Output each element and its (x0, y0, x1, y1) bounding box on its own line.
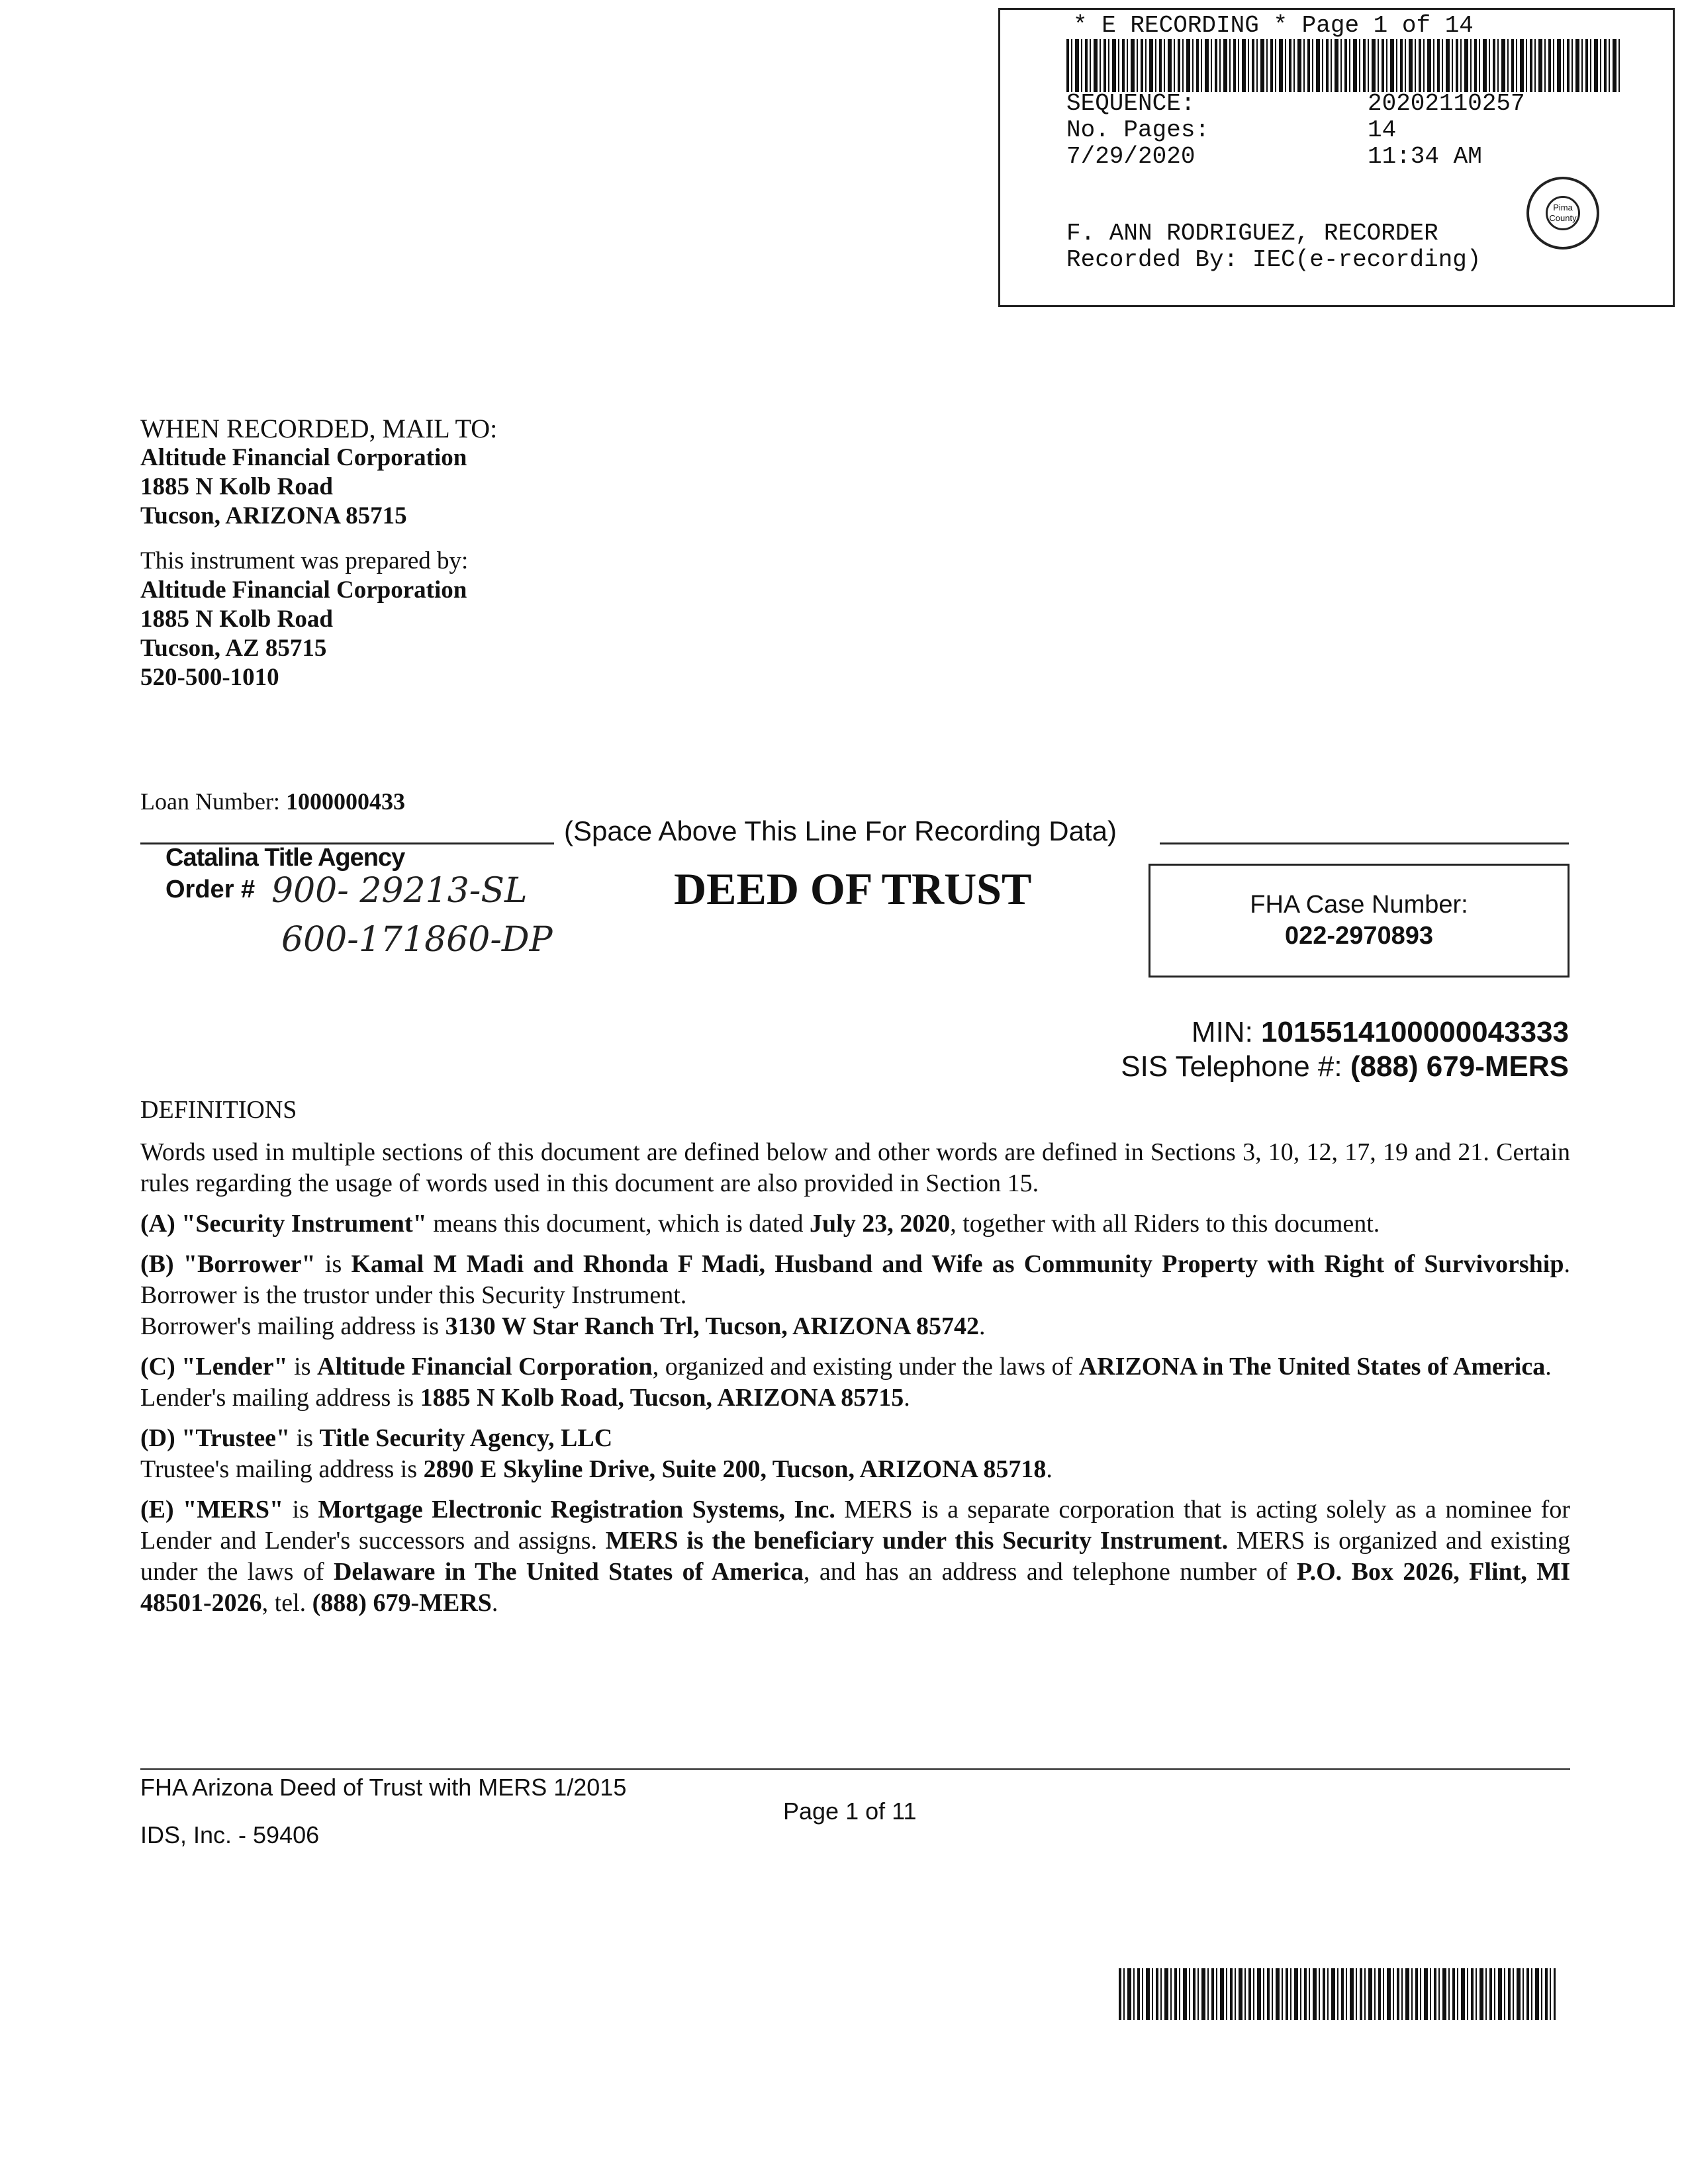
definition-c-text-mid: , organized and existing under the laws of (652, 1353, 1079, 1381)
definition-b (140, 1249, 1570, 1342)
definition-a-date: July 23, 2020 (810, 1210, 951, 1238)
stamp-time: 11:34 AM (1368, 143, 1482, 170)
definition-a-text: means this document, which is dated (426, 1210, 810, 1238)
stamp-recorded-by: Recorded By: IEC(e-recording) (1066, 246, 1481, 273)
definition-e-text-3: MERS is organized and existing under the laws of (140, 1527, 1570, 1586)
definition-d (140, 1423, 1570, 1485)
definition-e (140, 1494, 1570, 1619)
definitions-body (140, 1137, 1570, 1619)
definition-e-text: is (283, 1496, 318, 1524)
definition-c-term: (C) "Lender" (140, 1353, 288, 1381)
definition-a (140, 1208, 1570, 1240)
punct: . (1545, 1353, 1552, 1381)
stamp-header: * E RECORDING * Page 1 of 14 (1073, 12, 1474, 39)
mail-to-block (140, 414, 497, 531)
prepared-by-line: 1885 N Kolb Road (140, 606, 333, 633)
loan-number-label: Loan Number: (140, 788, 280, 815)
footer-rule (140, 1768, 1570, 1770)
definitions-heading: DEFINITIONS (140, 1096, 297, 1124)
mers-name: Mortgage Electronic Registration Systems, Inc. (318, 1496, 835, 1524)
definition-a-term: (A) "Security Instrument" (140, 1210, 427, 1238)
definition-c (140, 1351, 1570, 1414)
definition-e-text-4: , and has an address and telephone number of (803, 1558, 1297, 1586)
stamp-sequence-value: 20202110257 (1368, 90, 1525, 117)
trustee-address: 2890 E Skyline Drive, Suite 200, Tucson, ARIZONA 85718 (423, 1455, 1047, 1483)
min-label: MIN: (1191, 1016, 1253, 1048)
order-handwritten-1: 900- 29213-SL (271, 871, 528, 911)
fha-case-box (1149, 864, 1570, 978)
mail-to-line: Tucson, ARIZONA 85715 (140, 502, 407, 529)
stamp-pages-label: No. Pages: (1066, 116, 1210, 144)
mail-to-line: 1885 N Kolb Road (140, 473, 333, 500)
sis-line (1121, 1050, 1569, 1083)
definition-b-term: (B) "Borrower" (140, 1250, 316, 1278)
recording-line-text: (Space Above This Line For Recording Data) (564, 815, 1117, 846)
fha-case-label: FHA Case Number: (1250, 891, 1468, 919)
definition-e-text-2: MERS is a separate corporation that is acting solely as a nominee for Lender and Lender's successors and assigns. (140, 1496, 1570, 1555)
recording-stamp (998, 8, 1675, 307)
lender-address: 1885 N Kolb Road, Tucson, ARIZONA 85715 (420, 1384, 904, 1412)
document-title: DEED OF TRUST (674, 864, 1032, 914)
definition-a-text-end: , together with all Riders to this document. (950, 1210, 1380, 1238)
mers-address: P.O. Box 2026, Flint, MI 48501-2026 (140, 1558, 1570, 1617)
definition-c-text: is (287, 1353, 318, 1381)
punct: . (904, 1384, 910, 1412)
loan-number (140, 788, 405, 815)
prepared-by-line: Tucson, AZ 85715 (140, 635, 327, 662)
definition-b-text-end: . Borrower is the trustor under this Security Instrument. (140, 1250, 1570, 1309)
footer-page-number: Page 1 of 11 (783, 1797, 917, 1825)
borrower-address: 3130 W Star Ranch Trl, Tucson, ARIZONA 85742 (445, 1312, 979, 1340)
mers-telephone: (888) 679-MERS (312, 1589, 492, 1617)
lender-address-label: Lender's mailing address is (140, 1384, 420, 1412)
prepared-by-heading: This instrument was prepared by: (140, 547, 469, 574)
definition-d-text: is (290, 1424, 320, 1452)
definitions-intro: Words used in multiple sections of this document are defined below and other words are defined in Sections 3, 10, 12, 17, 19 and 21. Certain rules regarding the usage of words used in this document are also provided in Section 15. (140, 1138, 1570, 1197)
prepared-by-line: 520-500-1010 (140, 664, 279, 691)
borrower-address-label: Borrower's mailing address is (140, 1312, 445, 1340)
sis-label: SIS Telephone #: (1121, 1050, 1342, 1083)
punct: . (491, 1589, 498, 1617)
definition-b-text: is (315, 1250, 352, 1278)
footer-form-name: FHA Arizona Deed of Trust with MERS 1/2015 (140, 1774, 627, 1801)
loan-number-value: 1000000433 (285, 788, 405, 815)
mers-beneficiary: MERS is the beneficiary under this Security Instrument. (605, 1527, 1229, 1555)
prepared-by-block (140, 547, 468, 692)
stamp-sequence-label: SEQUENCE: (1066, 90, 1196, 117)
stamp-barcode (1066, 39, 1622, 92)
punct: . (978, 1312, 986, 1340)
mail-to-heading: WHEN RECORDED, MAIL TO: (140, 414, 498, 443)
order-label: Order # (165, 876, 256, 903)
footer-vendor: IDS, Inc. - 59406 (140, 1821, 320, 1848)
mail-to-line: Altitude Financial Corporation (140, 444, 467, 471)
county-seal-icon (1526, 177, 1599, 250)
fha-case-value: 022-2970893 (1285, 922, 1433, 950)
stamp-date: 7/29/2020 (1066, 143, 1196, 170)
order-handwritten-2: 600-171860-DP (281, 920, 553, 960)
definition-d-term: (D) "Trustee" (140, 1424, 291, 1452)
lender-jurisdiction: ARIZONA in The United States of America (1078, 1353, 1546, 1381)
stamp-recorder: F. ANN RODRIGUEZ, RECORDER (1066, 220, 1438, 247)
definition-e-term: (E) "MERS" (140, 1496, 284, 1524)
stamp-pages-value: 14 (1368, 116, 1397, 144)
punct: . (1046, 1455, 1053, 1483)
seal-text: Pima County (1546, 196, 1580, 230)
sis-value: (888) 679-MERS (1350, 1050, 1569, 1083)
min-line (1192, 1016, 1569, 1049)
definition-e-text-5: , tel. (261, 1589, 312, 1617)
recording-line-right (1160, 842, 1569, 844)
trustee-name: Title Security Agency, LLC (319, 1424, 613, 1452)
prepared-by-line: Altitude Financial Corporation (140, 576, 467, 604)
title-agency-name: Catalina Title Agency (165, 844, 405, 872)
min-value: 1015514100000043333 (1261, 1016, 1569, 1048)
lender-name: Altitude Financial Corporation (317, 1353, 653, 1381)
borrower-names: Kamal M Madi and Rhonda F Madi, Husband and Wife as Community Property with Right of Survivorship (351, 1250, 1564, 1278)
trustee-address-label: Trustee's mailing address is (140, 1455, 424, 1483)
document-barcode (1119, 1968, 1556, 2020)
mers-jurisdiction: Delaware in The United States of America (333, 1558, 804, 1586)
